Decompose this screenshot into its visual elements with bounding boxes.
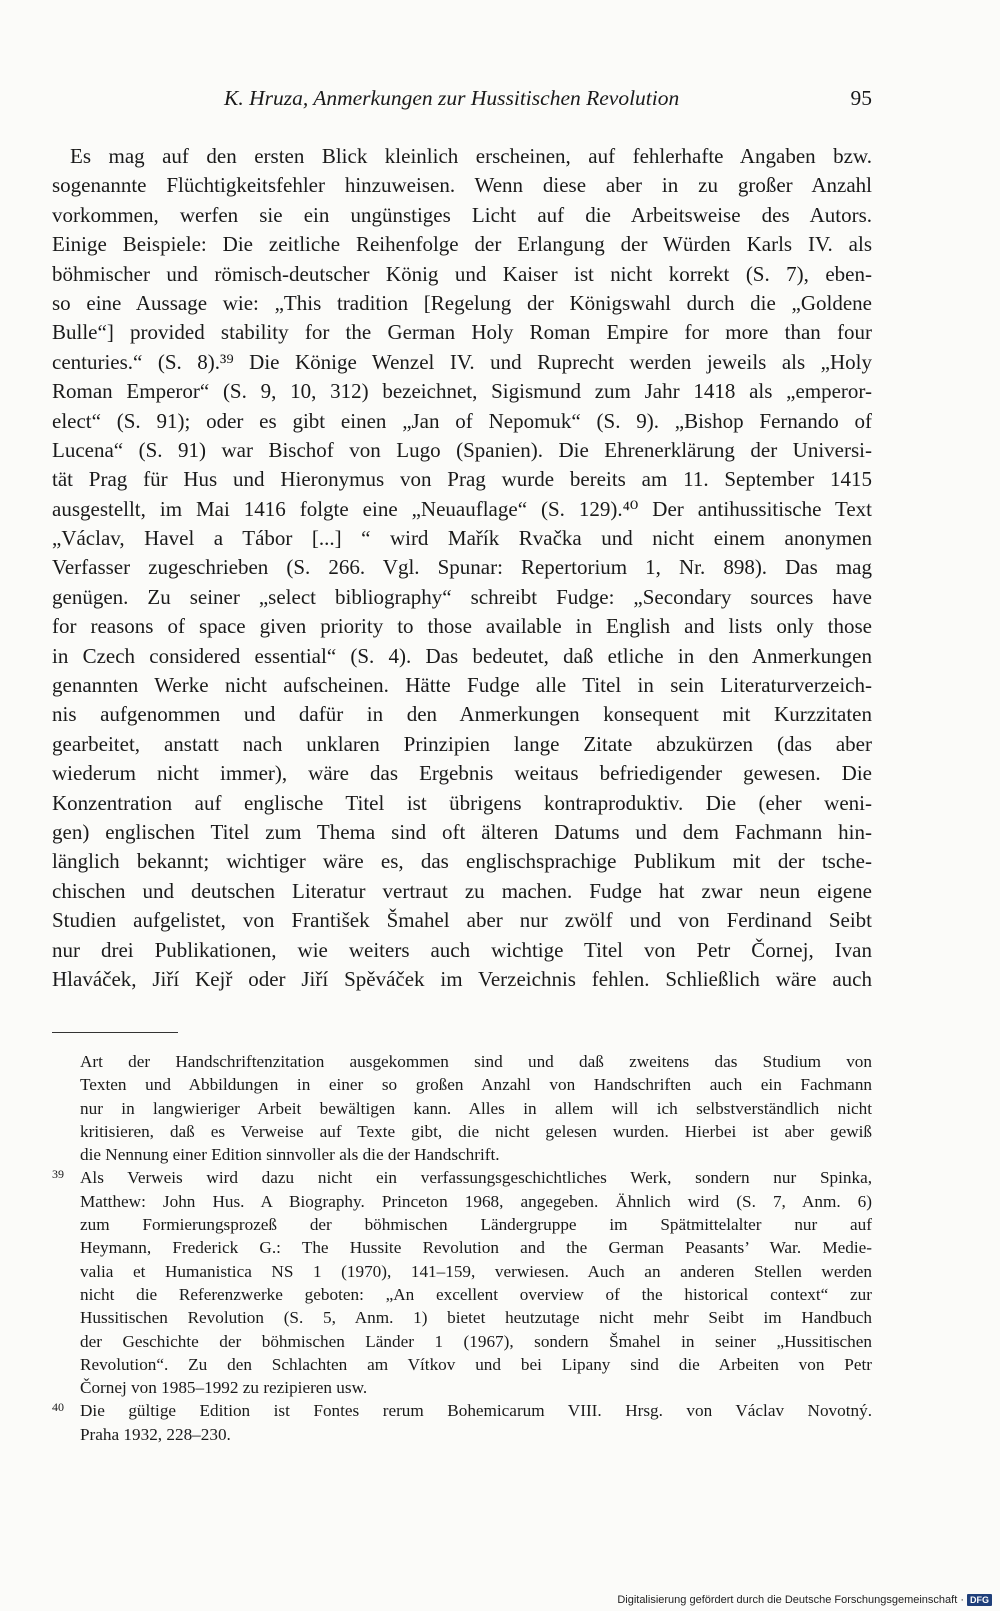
text-line: „Václav, Havel a Tábor [...] “ wird Mařík Rvačka und nicht einem anonymen bbox=[52, 526, 872, 551]
text-line: ausgestellt, im Mai 1416 folgte eine „Neuauflage“ (S. 129).⁴⁰ Der antihussitische Text bbox=[52, 496, 872, 521]
text-line: Einige Beispiele: Die zeitliche Reihenfolge der Erlangung der Würden Karls IV. als bbox=[52, 232, 872, 257]
credit-text: Digitalisierung gefördert durch die Deutsche Forschungsgemeinschaft · bbox=[617, 1594, 964, 1606]
text-line: chischen und deutschen Literatur vertraut zu machen. Fudge hat zwar neun eigene bbox=[52, 878, 872, 903]
footnote-number: 40 bbox=[52, 1400, 64, 1415]
text-line: centuries.“ (S. 8).³⁹ Die Könige Wenzel IV. und Ruprecht werden jeweils als „Holy bbox=[52, 349, 872, 374]
footnote-line: Praha 1932, 228–230. bbox=[80, 1424, 231, 1444]
text-line: so eine Aussage wie: „This tradition [Regelung der Königswahl durch die „Goldene bbox=[52, 290, 872, 315]
text-line: Konzentration auf englische Titel ist übrigens kontraproduktiv. Die (eher weni- bbox=[52, 790, 872, 815]
text-line: in Czech considered essential“ (S. 4). Das bedeutet, daß etliche in den Anmerkungen bbox=[52, 643, 872, 668]
text-line: Lucena“ (S. 91) war Bischof von Lugo (Spanien). Die Ehrenerklärung der Universi- bbox=[52, 437, 872, 462]
text-line: Hlaváček, Jiří Kejř oder Jiří Spěváček im Verzeichnis fehlen. Schließlich wäre auch bbox=[52, 966, 872, 991]
footnote-line: kritisieren, daß es Verweise auf Texte gibt, die nicht gelesen wurden. Hierbei ist aber gewiß bbox=[80, 1121, 872, 1141]
footnotes bbox=[52, 1050, 872, 1446]
footnote-line: valia et Humanistica NS 1 (1970), 141–159, verwiesen. Auch an anderen Stellen werden bbox=[80, 1261, 872, 1281]
footnote-line: Texten und Abbildungen in einer so großen Anzahl von Handschriften auch ein Fachmann bbox=[80, 1075, 872, 1095]
text-line: for reasons of space given priority to those available in English and lists only those bbox=[52, 614, 872, 639]
footnote-line: Art der Handschriftenzitation ausgekommen sind und daß zweitens das Studium von bbox=[80, 1052, 872, 1071]
text-line: Studien aufgelistet, von František Šmahel aber nur zwölf und von Ferdinand Seibt bbox=[52, 908, 872, 933]
footnote-line: Revolution“. Zu den Schlachten am Vítkov und bei Lipany sind die Arbeiten von Petr bbox=[80, 1354, 872, 1374]
text-line: nis aufgenommen und dafür in den Anmerkungen konsequent mit Kurzzitaten bbox=[52, 702, 872, 727]
text-line: wiederum nicht immer), wäre das Ergebnis weitaus befriedigender gewesen. Die bbox=[52, 761, 872, 786]
text-line: Roman Emperor“ (S. 9, 10, 312) bezeichnet, Sigismund zum Jahr 1418 als „emperor- bbox=[52, 379, 872, 404]
text-line: böhmischer und römisch-deutscher König und Kaiser ist nicht korrekt (S. 7), eben- bbox=[52, 261, 872, 286]
footnote-line: nur in langwieriger Arbeit bewältigen kann. Alles in allem will ich selbstverständlich nicht bbox=[80, 1098, 872, 1118]
footnote-line: nicht die Referenzwerke geboten: „An excellent overview of the historical context“ zur bbox=[80, 1284, 872, 1304]
page-number: 95 bbox=[850, 86, 872, 110]
digitization-credit bbox=[617, 1594, 992, 1606]
footnote-line: zum Formierungsprozeß der böhmischen Ländergruppe im Spätmittelalter nur auf bbox=[80, 1215, 872, 1235]
footnote-39 bbox=[52, 1166, 872, 1399]
footnote-continuation bbox=[52, 1050, 872, 1166]
text-line: Verfasser zugeschrieben (S. 266. Vgl. Spunar: Repertorium 1, Nr. 898). Das mag bbox=[52, 555, 872, 580]
running-title: K. Hruza, Anmerkungen zur Hussitischen Revolution bbox=[224, 86, 680, 110]
text-line: gearbeitet, anstatt nach unklaren Prinzipien lange Zitate abzukürzen (das aber bbox=[52, 731, 872, 756]
footnote-line: Die gültige Edition ist Fontes rerum Bohemicarum VIII. Hrsg. von Václav Novotný. bbox=[80, 1401, 872, 1421]
text-line: vorkommen, werfen sie ein ungünstiges Licht auf die Arbeitsweise des Autors. bbox=[52, 202, 872, 227]
footnote-line: Als Verweis wird dazu nicht ein verfassungsgeschichtliches Werk, sondern nur Spinka, bbox=[80, 1168, 872, 1188]
text-line: elect“ (S. 91); oder es gibt einen „Jan of Nepomuk“ (S. 9). „Bishop Fernando of bbox=[52, 408, 872, 433]
text-line: nur drei Publikationen, wie weiters auch wichtige Titel von Petr Čornej, Ivan bbox=[52, 937, 872, 962]
text-line: genügen. Zu seiner „select bibliography“ schreibt Fudge: „Secondary sources have bbox=[52, 584, 872, 609]
footnote-line: der Geschichte der böhmischen Länder 1 (1967), sondern Šmahel in seiner „Hussitischen bbox=[80, 1331, 872, 1351]
footnote-40 bbox=[52, 1399, 872, 1446]
footnote-number: 39 bbox=[52, 1167, 64, 1182]
footnote-separator bbox=[52, 1032, 178, 1033]
text-line: länglich bekannt; wichtiger wäre es, das englischsprachige Publikum mit der tsche- bbox=[52, 849, 872, 874]
footnote-line: die Nennung einer Edition sinnvoller als die der Handschrift. bbox=[80, 1145, 500, 1165]
dfg-logo: DFG bbox=[967, 1594, 992, 1606]
main-text bbox=[52, 142, 872, 994]
text-line: Bulle“] provided stability for the German Holy Roman Empire for more than four bbox=[52, 320, 872, 345]
running-head bbox=[52, 86, 872, 118]
text-line: Es mag auf den ersten Blick kleinlich erscheinen, auf fehlerhafte Angaben bzw. bbox=[70, 144, 872, 168]
text-line: gen) englischen Titel zum Thema sind oft älteren Datums und dem Fachmann hin- bbox=[52, 819, 872, 844]
footnote-line: Čornej von 1985–1992 zu rezipieren usw. bbox=[80, 1378, 368, 1398]
footnote-line: Heymann, Frederick G.: The Hussite Revolution and the German Peasants’ War. Medie- bbox=[80, 1238, 872, 1258]
text-line: tät Prag für Hus und Hieronymus von Prag wurde bereits am 11. September 1415 bbox=[52, 467, 872, 492]
footnote-line: Matthew: John Hus. A Biography. Princeton 1968, angegeben. Ähnlich wird (S. 7, Anm. 6) bbox=[80, 1191, 872, 1211]
text-line: genannten Werke nicht aufscheinen. Hätte Fudge alle Titel in sein Literaturverzeich- bbox=[52, 673, 872, 698]
text-line: sogenannte Flüchtigkeitsfehler hinzuweisen. Wenn diese aber in zu großer Anzahl bbox=[52, 173, 872, 198]
footnote-line: Hussitischen Revolution (S. 5, Anm. 1) bietet heutzutage nicht mehr Seibt im Handbuch bbox=[80, 1308, 872, 1328]
